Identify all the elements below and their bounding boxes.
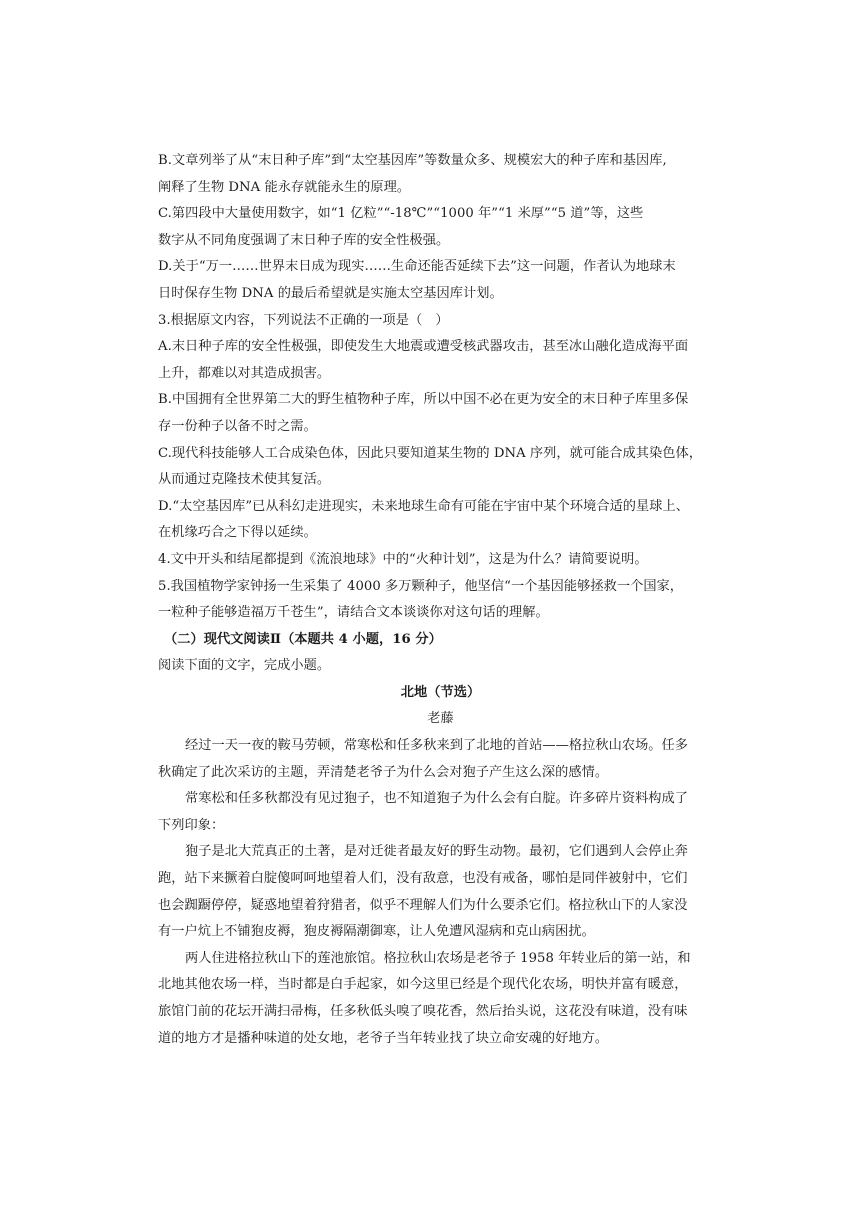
option-c-line-1: C.第四段中大量使用数字，如“1 亿粒”“-18℃”“1000 年”“1 米厚”“5 道”等，这些 (158, 206, 644, 222)
passage-paragraph-4-line-1: 两人住进格拉秋山下的莲池旅馆。格拉秋山农场是老爷子 1958 年转业后的第一站，和 (185, 950, 691, 966)
passage-paragraph-2-line-2: 下列印象： (158, 817, 225, 833)
option-d-line-2: 日时保存生物 DNA 的最后希望就是实施太空基因库计划。 (158, 285, 503, 301)
option-b-line-1: B.文章列举了从“末日种子库”到“太空基因库”等数量众多、规模宏大的种子库和基因库, (158, 153, 667, 168)
q3-option-d-line-2: 在机缘巧合之下得以延续。 (158, 525, 317, 541)
passage-paragraph-3-line-1: 狍子是北大荒真正的土著，是对迁徙者最友好的野生动物。最初，它们遇到人会停止奔 (185, 844, 689, 860)
q3-option-a-line-2: 上升，都难以对其造成损害。 (158, 365, 331, 381)
section-heading: （二）现代文阅读Ⅱ（本题共 4 小题，16 分） (164, 631, 442, 647)
q3-option-b-line-2: 存一份种子以备不时之需。 (158, 418, 317, 434)
passage-paragraph-1-line-2: 秋确定了此次采访的主题，弄清楚老爷子为什么会对狍子产生这么深的感情。 (158, 764, 609, 780)
option-c-line-2: 数字从不同角度强调了末日种子库的安全性极强。 (158, 232, 450, 248)
option-b-line-2: 阐释了生物 DNA 能永存就能永生的原理。 (158, 179, 411, 195)
passage-paragraph-4-line-4: 道的地方才是播种味道的处女地，老爷子当年转业找了块立命安魂的好地方。 (158, 1030, 609, 1046)
question-5-line-1: 5.我国植物学家钟扬一生采集了 4000 多万颗种子，他坚信“一个基因能够拯救一个国家， (158, 578, 684, 594)
passage-paragraph-3-line-3: 也会踟蹰停停，疑惑地望着狩猎者，似乎不理解人们为什么要杀它们。格拉秋山下的人家没 (158, 897, 688, 913)
passage-paragraph-3-line-4: 有一户炕上不铺狍皮褥，狍皮褥隔潮御寒，让人免遭风湿病和克山病困扰。 (158, 924, 595, 940)
reading-instruction: 阅读下面的文字，完成小题。 (158, 658, 331, 674)
passage-paragraph-3-line-2: 跑，站下来撅着白腚傻呵呵地望着人们，没有敌意，也没有戒备，哪怕是同伴被射中，它们 (158, 871, 688, 887)
question-4: 4.文中开头和结尾都提到《流浪地球》中的“火种计划”，这是为什么？请简要说明。 (158, 551, 648, 567)
q3-option-d-line-1: D.“太空基因库”已从科幻走进现实，未来地球生命有可能在宇宙中某个环境合适的星球上、 (158, 498, 689, 514)
passage-paragraph-1-line-1: 经过一天一夜的鞍马劳顿，常寒松和任多秋来到了北地的首站——格拉秋山农场。任多 (185, 738, 689, 754)
question-3: 3.根据原文内容，下列说法不正确的一项是（ ） (158, 312, 449, 328)
passage-title: 北地（节选） (400, 684, 481, 700)
q3-option-a-line-1: A.末日种子库的安全性极强，即使发生大地震或遭受核武器攻击，甚至冰山融化造成海平面 (158, 339, 689, 355)
passage-paragraph-4-line-3: 旅馆门前的花坛开满扫帚梅，任多秋低头嗅了嗅花香，然后抬头说，这花没有味道，没有味 (158, 1004, 688, 1019)
passage-author: 老藤 (427, 711, 454, 727)
question-5-line-2: 一粒种子能够造福万千苍生”，请结合文本谈谈你对这句话的理解。 (158, 605, 549, 621)
passage-paragraph-4-line-2: 北地其他农场一样，当时都是白手起家，如今这里已经是个现代化农场，明快并富有暖意， (158, 977, 688, 993)
q3-option-c-line-1: C.现代科技能够人工合成染色体，因此只要知道某生物的 DNA 序列，就可能合成其染色体， (158, 445, 702, 461)
q3-option-b-line-1: B.中国拥有全世界第二大的野生植物种子库，所以中国不必在更为安全的末日种子库里多保 (158, 392, 689, 408)
option-d-line-1: D.关于“万一……世界末日成为现实……生命还能否延续下去”这一问题，作者认为地球末 (158, 259, 676, 275)
body-text (158, 148, 723, 1052)
passage-paragraph-2-line-1: 常寒松和任多秋都没有见过狍子，也不知道狍子为什么会有白腚。许多碎片资料构成了 (185, 791, 689, 807)
q3-option-c-line-2: 从而通过克隆技术使其复活。 (158, 472, 331, 488)
